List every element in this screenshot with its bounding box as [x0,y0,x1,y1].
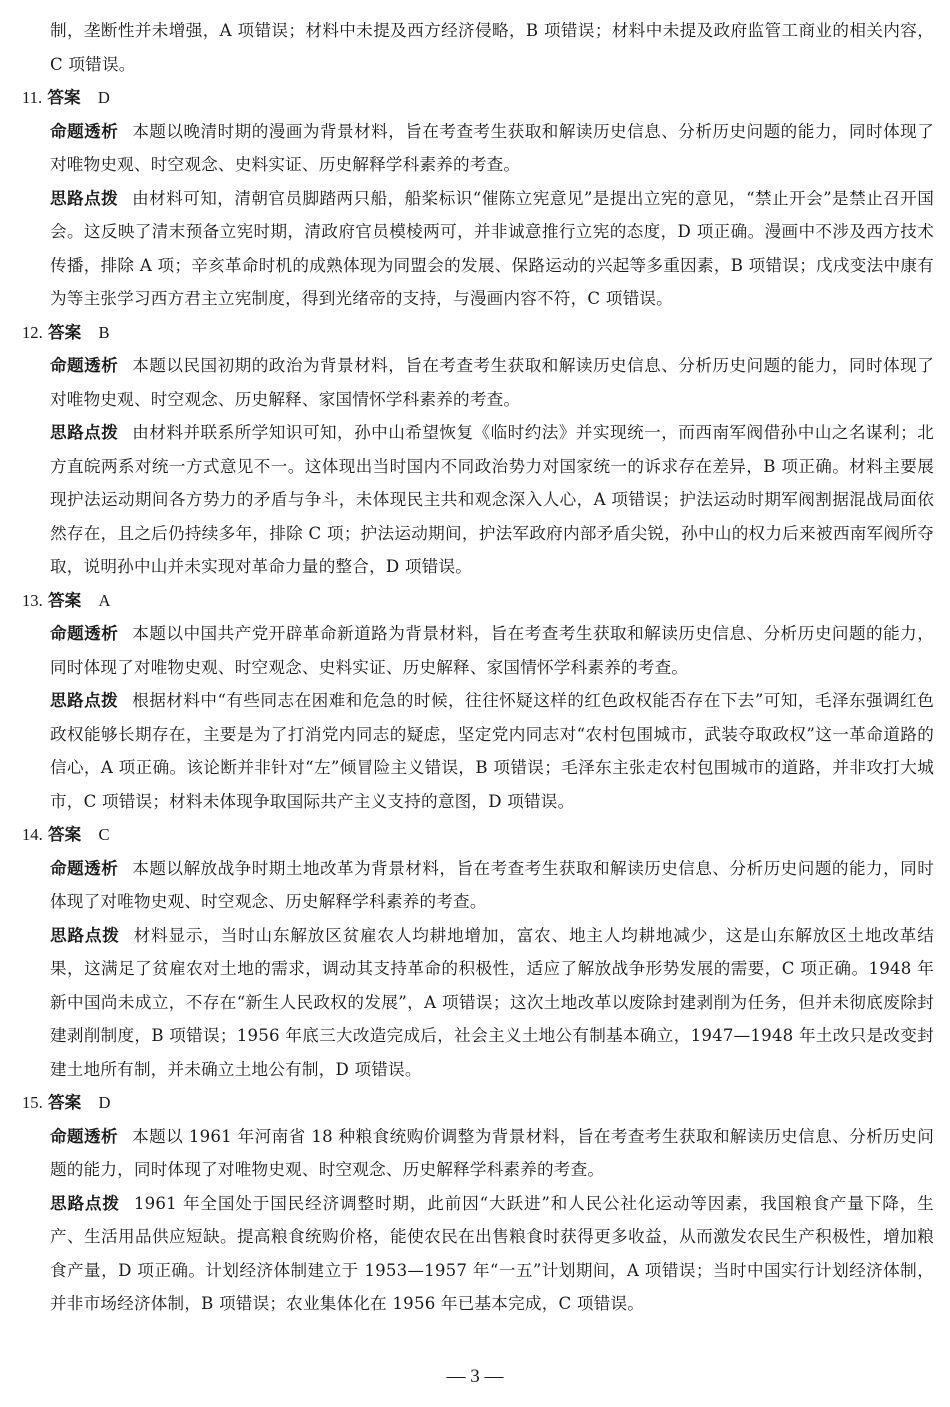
answer-value: D [97,88,110,107]
question-block-14 [22,818,934,1086]
purpose-label: 命题透析 [50,356,119,375]
purpose-paragraph [22,617,934,684]
analysis-label: 思路点拨 [50,1193,120,1213]
answer-line [22,316,934,350]
analysis-label: 思路点拨 [50,188,119,208]
analysis-text: 根据材料中“有些同志在困难和危急的时候，往往怀疑这样的红色政权能否存在下去”可知，毛泽东强调红色政权能够长期存在，主要是为了打消党内同志的疑虑，坚定党内同志对“农村包围城市，武装夺取政权”这一革命道路的信心，A 项正确。该论断并非针对“左”倾冒险主义错误，B 项错误；毛泽东主张走农村包围城市的道路，并非攻打大城市，C 项错误；材料未体现争取国际共产主义支持的意图，D 项错误。 [50,691,934,811]
purpose-text: 本题以晚清时期的漫画为背景材料，旨在考查考生获取和解读历史信息、分析历史问题的能力，同时体现了对唯物史观、时空观念、史料实证、历史解释学科素养的考查。 [50,121,934,174]
purpose-paragraph [22,115,934,182]
answer-label: 答案 [48,590,82,610]
analysis-text: 由材料可知，清朝官员脚踏两只船，船桨标识“催陈立宪意见”是提出立宪的意见，“禁止开会”是禁止召开国会。这反映了清末预备立宪时期，清政府官员模棱两可，并非诚意推行立宪的态度，D 项正确。漫画中不涉及西方技术传播，排除 A 项；辛亥革命时机的成熟体现为同盟会的发展、保路运动的兴起等多重因素，B 项错误；戊戌变法中康有为等主张学习西方君主立宪制度，得到光绪帝的支持，与漫画内容不符，C 项错误。 [50,188,934,308]
analysis-paragraph [22,919,934,1087]
analysis-text: 材料显示，当时山东解放区贫雇农人均耕地增加，富农、地主人均耕地减少，这是山东解放区土地改革结果，这满足了贫雇农对土地的需求，调动其支持革命的积极性，适应了解放战争形势发展的需要，C 项正确。1948 年新中国尚未成立，不存在“新生人民政权的发展”，A 项错误；这次土地改革以废除封建剥削为任务，但并未彻底废除封建剥削制度，B 项错误；1956 年底三大改造完成后，社会主义土地公有制基本确立，1947—1948 年土改只是改变封建土地所有制，并未确立土地公有制，D 项错误。 [50,925,934,1079]
question-number: 12. [22,322,43,342]
analysis-paragraph [22,416,934,584]
analysis-paragraph [22,182,934,316]
purpose-label: 命题透析 [50,121,119,141]
question-number: 13. [22,590,43,610]
answer-label: 答案 [48,825,82,844]
question-block-11 [22,81,934,316]
question-block-13 [22,584,934,819]
purpose-text: 本题以解放战争时期土地改革为背景材料，旨在考查考生获取和解读历史信息、分析历史问题的能力，同时体现了对唯物史观、时空观念、历史解释学科素养的考查。 [50,858,934,911]
purpose-text: 本题以中国共产党开辟革命新道路为背景材料，旨在考查考生获取和解读历史信息、分析历史问题的能力，同时体现了对唯物史观、时空观念、史料实证、历史解释、家国情怀学科素养的考查。 [50,624,934,677]
answer-label: 答案 [47,88,81,107]
question-block-12 [22,316,934,584]
analysis-label: 思路点拨 [50,423,119,442]
purpose-label: 命题透析 [50,858,119,878]
question-number: 14. [22,825,43,844]
analysis-text: 由材料并联系所学知识可知，孙中山希望恢复《临时约法》并实现统一，而西南军阀借孙中山之名谋利；北方直皖两系对统一方式意见不一。这体现出当时国内不同政治势力对国家统一的诉求存在差异，B 项正确。材料主要展现护法运动期间各方势力的矛盾与争斗，未体现民主共和观念深入人心，A 项错误；护法运动时期军阀割据混战局面依然存在，且之后仍持续多年，排除 C 项；护法运动期间，护法军政府内部矛盾尖锐，孙中山的权力后来被西南军阀所夺取，说明孙中山并未实现对革命力量的整合，D 项错误。 [50,423,934,576]
purpose-paragraph [22,1120,934,1187]
previous-question-continuation: 制，垄断性并未增强，A 项错误；材料中未提及西方经济侵略，B 项错误；材料中未提及政府监管工商业的相关内容，C 项错误。 [50,21,934,74]
purpose-paragraph [22,349,934,416]
answer-label: 答案 [48,322,82,342]
purpose-paragraph [22,852,934,919]
question-number: 11. [22,88,43,107]
answer-line [22,818,934,852]
answer-value: A [98,590,111,610]
answer-line [22,584,934,618]
analysis-paragraph [22,684,934,818]
analysis-text: 1961 年全国处于国民经济调整时期，此前因“大跃进”和人民公社化运动等因素，我国粮食产量下降，生产、生活用品供应短缺。提高粮食统购价格，能使农民在出售粮食时获得更多收益，从而激发农民生产积极性，增加粮食产量，D 项正确。计划经济体制建立于 1953—1957 年“一五”计划期间，A 项错误；当时中国实行计划经济体制，并非市场经济体制，B 项错误；农业集体化在 1956 年已基本完成，C 项错误。 [50,1193,934,1313]
purpose-label: 命题透析 [50,1126,119,1146]
purpose-text: 本题以民国初期的政治为背景材料，旨在考查考生获取和解读历史信息、分析历史问题的能力，同时体现了对唯物史观、时空观念、历史解释、家国情怀学科素养的考查。 [50,356,934,409]
answer-explanations [22,14,934,1321]
answer-line [22,81,934,115]
analysis-label: 思路点拨 [50,691,119,710]
answer-value: D [98,1093,111,1112]
answer-line [22,1086,934,1120]
answer-value: B [98,322,110,342]
answer-value: C [98,825,110,844]
analysis-label: 思路点拨 [50,925,120,945]
question-number: 15. [22,1093,43,1112]
purpose-label: 命题透析 [50,624,119,643]
question-block-15 [22,1086,934,1321]
page-number: — 3 — [446,1366,504,1387]
answer-label: 答案 [48,1093,82,1112]
purpose-text: 本题以 1961 年河南省 18 种粮食统购价调整为背景材料，旨在考查考生获取和解读历史信息、分析历史问题的能力，同时体现了对唯物史观、时空观念、历史解释学科素养的考查。 [50,1126,934,1179]
analysis-paragraph [22,1187,934,1321]
